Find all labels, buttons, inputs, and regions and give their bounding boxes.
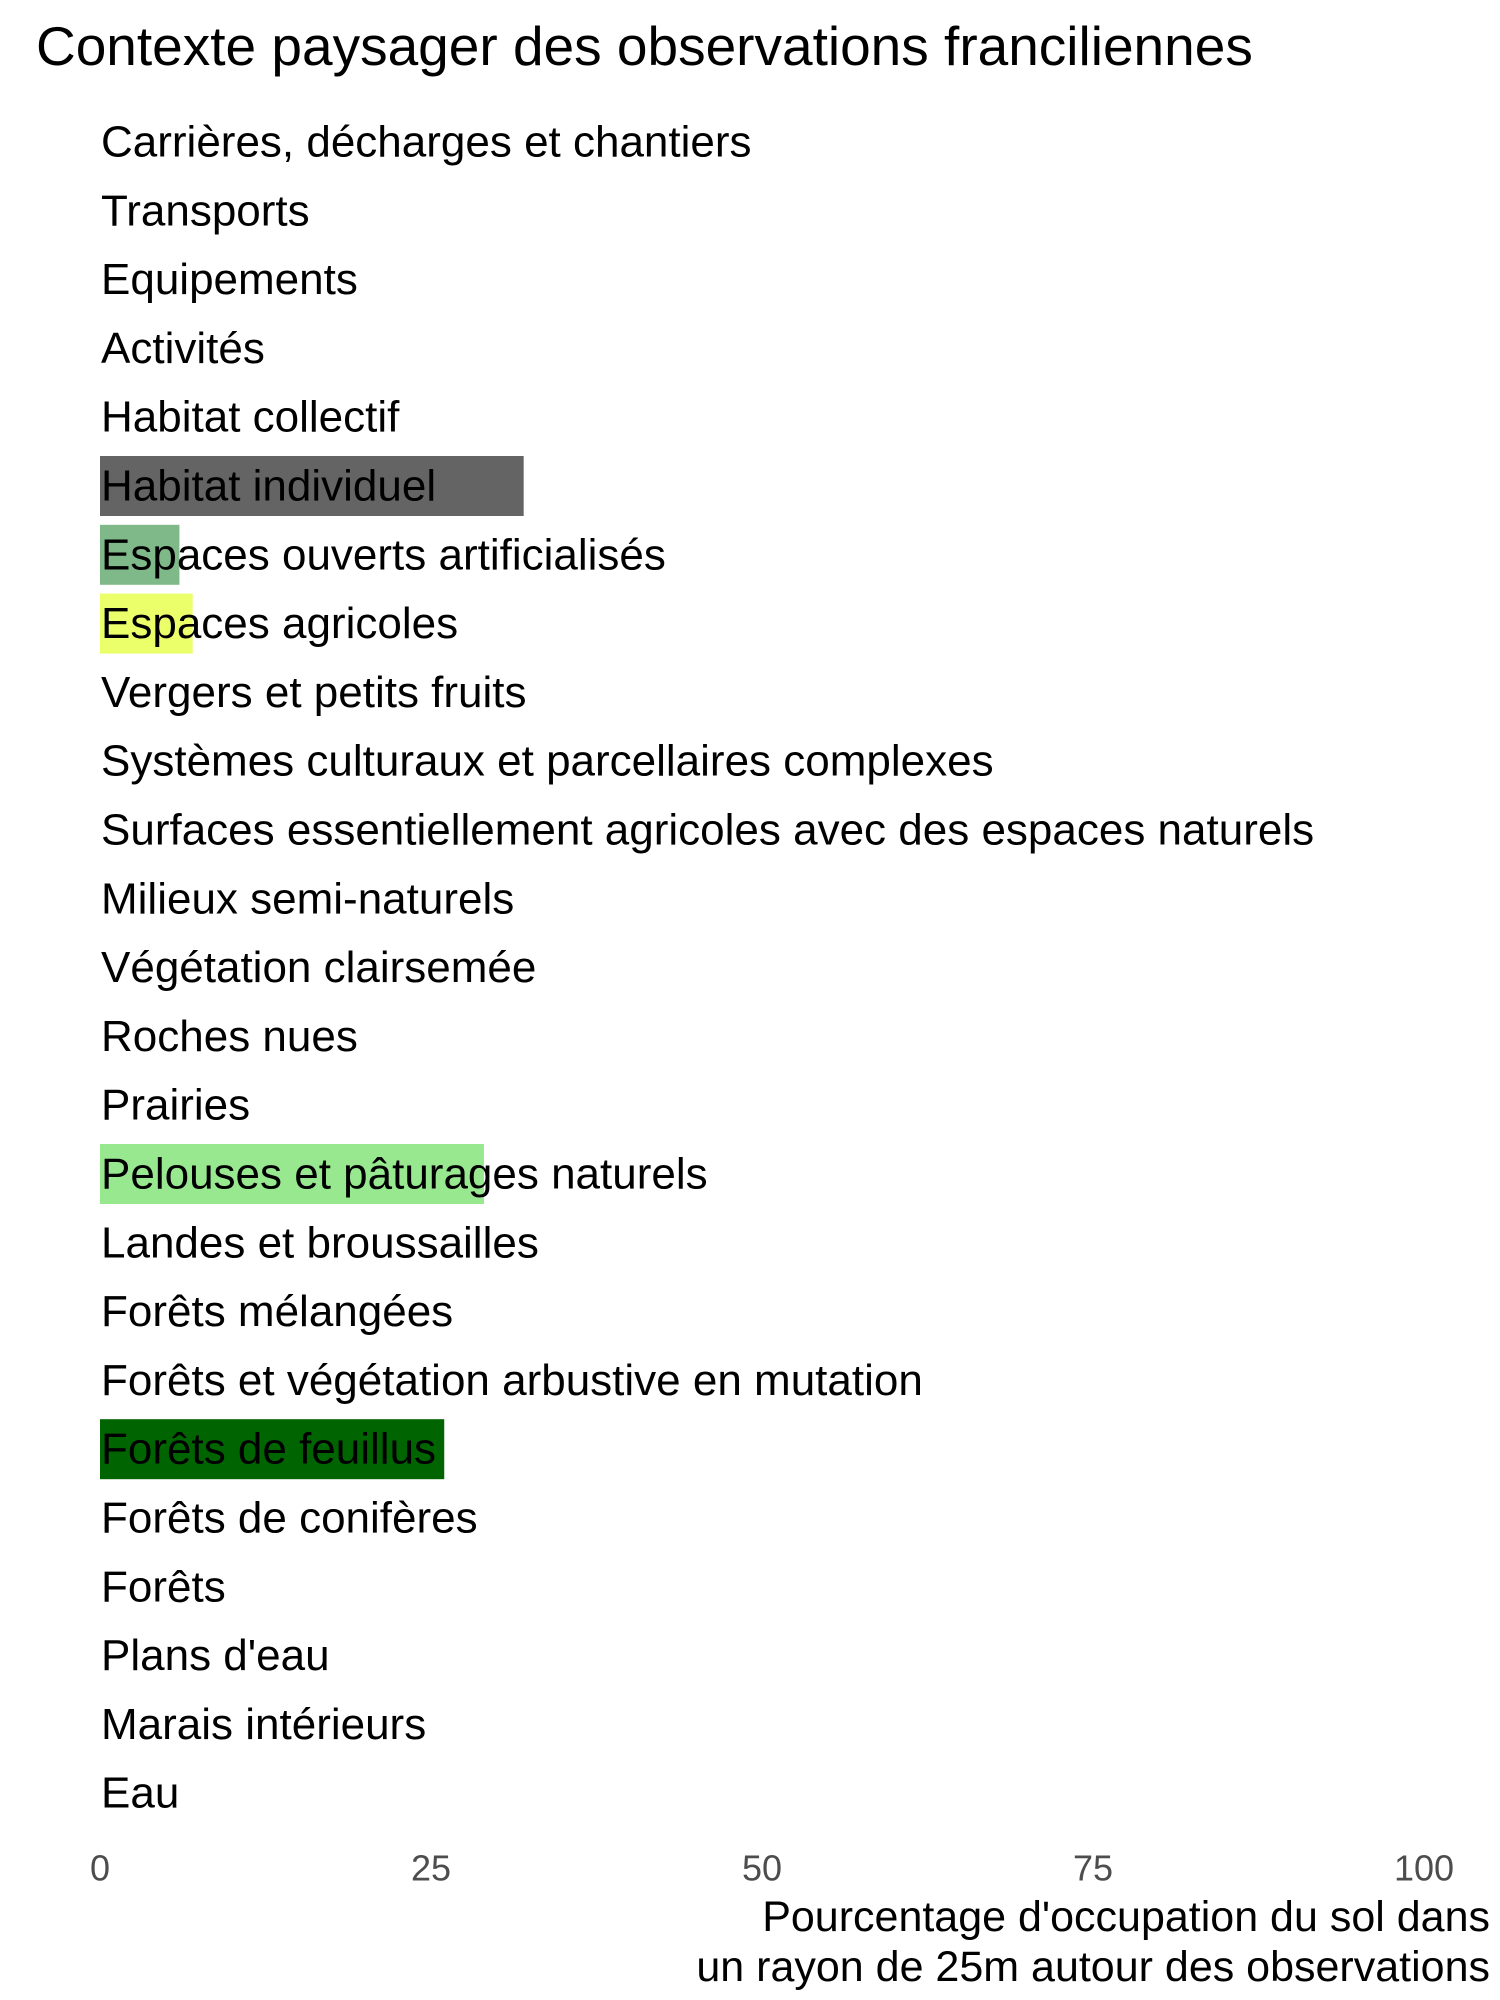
category-label-11: Milieux semi-naturels: [101, 874, 515, 924]
category-label-6: Espaces ouverts artificialisés: [101, 530, 666, 580]
chart-title: Contexte paysager des observations franciliennes: [36, 15, 1253, 77]
category-label-3: Activités: [101, 323, 265, 373]
category-label-5: Habitat individuel: [101, 461, 437, 511]
x-axis-title: [696, 1892, 1490, 1992]
category-labels: [101, 118, 1314, 1818]
category-label-23: Marais intérieurs: [101, 1699, 427, 1749]
category-label-7: Espaces agricoles: [101, 599, 459, 649]
category-label-20: Forêts de conifères: [101, 1493, 478, 1543]
category-label-16: Landes et broussailles: [101, 1218, 539, 1268]
x-tick-label-0: 0: [89, 1847, 111, 1889]
category-label-0: Carrières, décharges et chantiers: [101, 117, 752, 167]
category-label-9: Systèmes culturaux et parcellaires complexes: [101, 736, 994, 786]
category-label-24: Eau: [101, 1768, 180, 1818]
x-axis-title-line-1: Pourcentage d'occupation du sol dans: [762, 1893, 1490, 1941]
x-tick-label-3: 75: [1072, 1847, 1114, 1889]
x-tick-label-4: 100: [1393, 1847, 1455, 1889]
category-label-21: Forêts: [101, 1562, 226, 1612]
category-label-1: Transports: [101, 186, 310, 236]
x-tick-label-1: 25: [410, 1847, 452, 1889]
category-label-17: Forêts mélangées: [101, 1287, 454, 1337]
x-axis-title-line-2: un rayon de 25m autour des observations: [696, 1943, 1490, 1991]
category-label-12: Végétation clairsemée: [101, 943, 537, 993]
x-axis-ticks: [90, 1848, 1454, 1889]
category-label-22: Plans d'eau: [101, 1631, 330, 1681]
category-label-15: Pelouses et pâturages naturels: [101, 1149, 708, 1199]
category-label-18: Forêts et végétation arbustive en mutation: [101, 1355, 923, 1405]
category-label-8: Vergers et petits fruits: [101, 667, 527, 717]
category-label-19: Forêts de feuillus: [101, 1424, 437, 1474]
category-label-10: Surfaces essentiellement agricoles avec des espaces naturels: [101, 805, 1315, 855]
x-tick-label-2: 50: [741, 1847, 783, 1889]
category-label-14: Prairies: [101, 1080, 251, 1130]
category-label-13: Roches nues: [101, 1011, 358, 1061]
category-label-2: Equipements: [101, 255, 358, 305]
category-label-4: Habitat collectif: [101, 392, 400, 442]
